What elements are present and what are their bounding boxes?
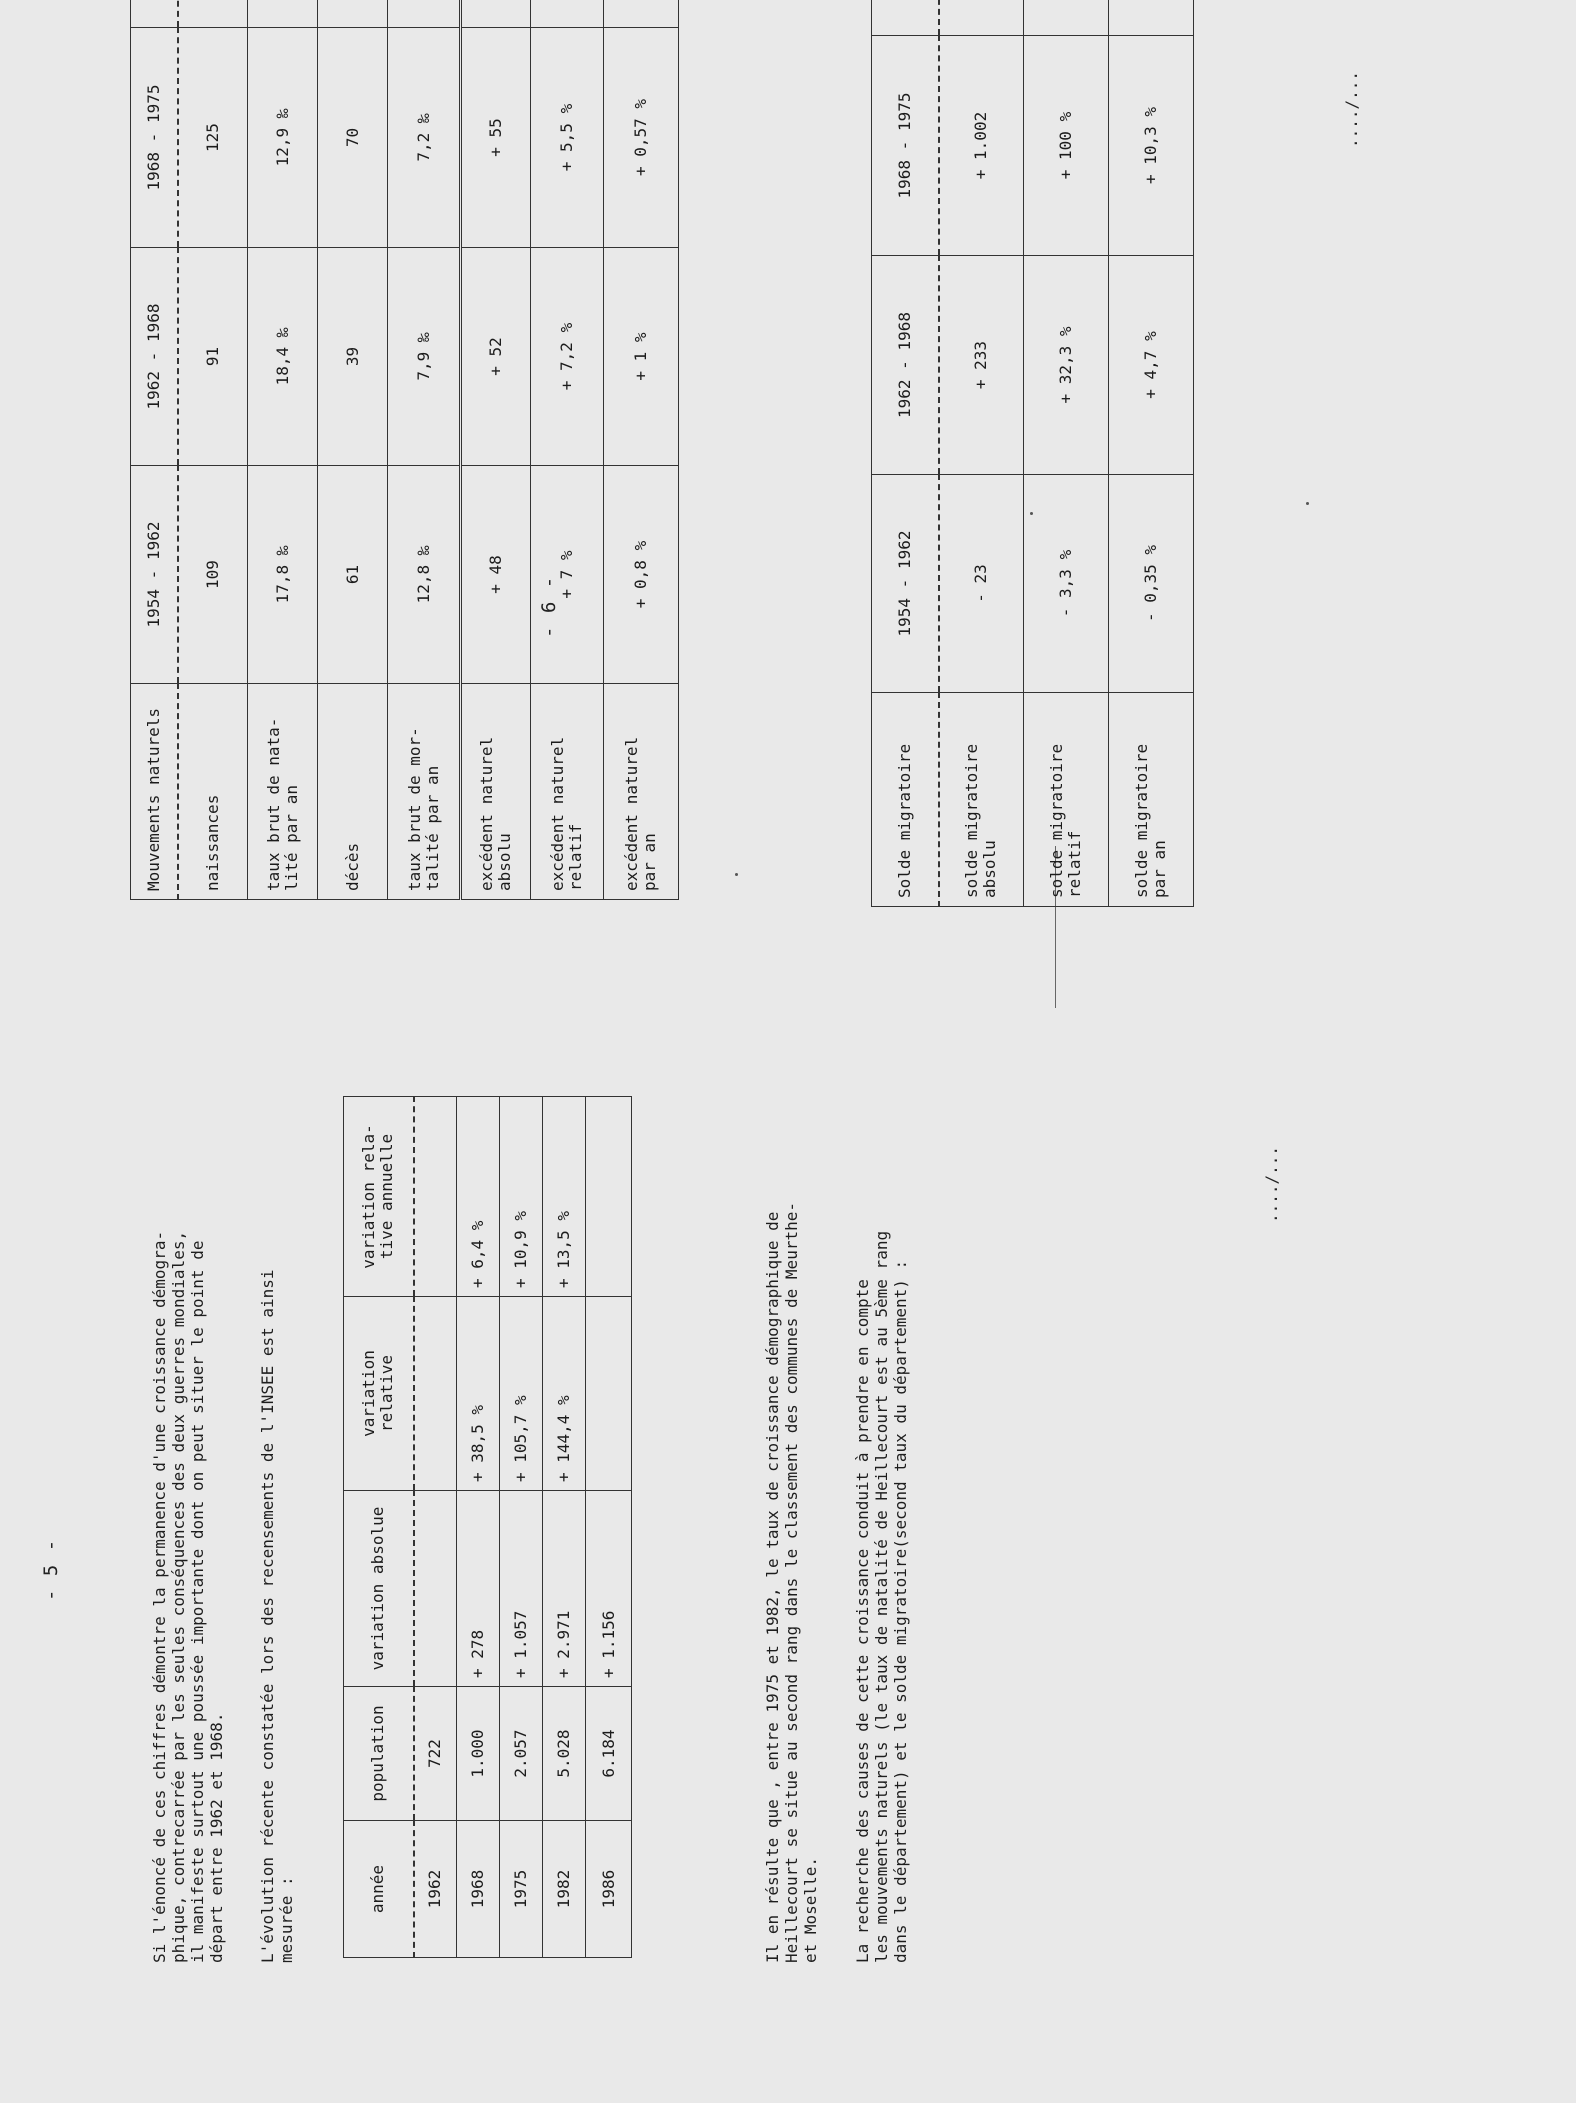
cell-var-abs: + 278 — [457, 1491, 500, 1687]
row-label: solde migratoire absolu — [939, 693, 1024, 907]
table-cell: + 233 — [939, 256, 1024, 475]
col-header-solde: Solde migratoire — [872, 693, 939, 907]
table-cell: + 48 — [461, 466, 531, 684]
col-header-variation-annuelle: variation rela- tive annuelle — [344, 1097, 414, 1297]
table-cell — [461, 0, 531, 28]
table-cell: 12,8 ‰ — [388, 466, 461, 684]
table-cell: 18,4 ‰ — [248, 248, 318, 466]
paragraph-intro: Si l'énoncé de ces chiffres démontre la permanence d'une croissance démogra- phique, contrecarrée par les seules conséquences des deux guerres mondiales, il manifeste surtout une poussée importante dont on peut situer le point de départ entre 1962 et 1968. — [150, 1230, 226, 1963]
migration-balance-header — [872, 0, 939, 907]
table-cell: - 23 — [939, 475, 1024, 693]
table-cell: + 100 % — [1024, 36, 1109, 256]
table-cell: 125 — [178, 28, 248, 248]
row-label: solde migratoire relatif — [1024, 693, 1109, 907]
cell-population: 2.057 — [500, 1687, 543, 1821]
row-label: solde migratoire par an — [1109, 693, 1194, 907]
population-table — [343, 1096, 632, 1958]
continuation-mark-left: ..../... — [1262, 1145, 1281, 1223]
cell-annee: 1962 — [414, 1821, 457, 1958]
row-label: décès — [318, 684, 388, 900]
table-row — [586, 1097, 632, 1958]
population-table-header — [344, 1097, 414, 1958]
col-header-population: population — [344, 1687, 414, 1821]
table-row — [1109, 0, 1194, 907]
cell-var-abs: + 1.156 — [586, 1491, 632, 1687]
col-header-variation-absolue: variation absolue — [344, 1491, 414, 1687]
continuation-mark-right: ..../... — [1342, 70, 1361, 148]
cell-annee: 1986 — [586, 1821, 632, 1958]
table-cell: + 1 % — [604, 248, 679, 466]
table-cell: + 10,3 % — [1109, 36, 1194, 256]
table-row — [939, 0, 1024, 907]
row-label: naissances — [178, 684, 248, 900]
row-label: excédent naturel par an — [604, 684, 679, 900]
cell-var-abs: + 2.971 — [543, 1491, 586, 1687]
table-cell: - 3,3 % — [1024, 475, 1109, 693]
row-label: taux brut de nata- lité par an — [248, 684, 318, 900]
page-number-5: - 5 - — [40, 1538, 62, 1601]
table-row — [604, 0, 679, 900]
cell-var-rel: + 144,4 % — [543, 1297, 586, 1491]
col-header-period: 1968 - 1975 — [872, 36, 939, 256]
cell-var-ann — [586, 1097, 632, 1297]
natural-movements-table — [130, 0, 679, 900]
migration-balance-table — [871, 0, 1194, 907]
table-cell — [939, 0, 1024, 36]
table-cell — [1024, 0, 1109, 36]
table-cell: + 0,8 % — [604, 466, 679, 684]
table-cell: 91 — [178, 248, 248, 466]
table-row — [388, 0, 461, 900]
table-cell — [604, 0, 679, 28]
table-row — [457, 1097, 500, 1958]
cell-var-ann — [414, 1097, 457, 1297]
paragraph-causes: La recherche des causes de cette croissance conduit à prendre en compte les mouvements naturels (le taux de natalité de Heillecourt est au 5ème rang dans le département) et le solde migratoire(second taux du département) : — [853, 1230, 910, 1963]
table-row — [414, 1097, 457, 1958]
table-cell: + 32,3 % — [1024, 256, 1109, 475]
paragraph-insee: L'évolution récente constatée lors des recensements de l'INSEE est ainsi mesurée : — [258, 1269, 296, 1963]
scan-speck — [735, 873, 738, 876]
table-cell: + 1.002 — [939, 36, 1024, 256]
table-row — [1024, 0, 1109, 907]
table-cell: + 5,5 % — [531, 28, 604, 248]
cell-annee: 1975 — [500, 1821, 543, 1958]
cell-population: 722 — [414, 1687, 457, 1821]
cell-var-ann: + 13,5 % — [543, 1097, 586, 1297]
table-cell: 109 — [178, 466, 248, 684]
table-cell: + 4,7 % — [1109, 256, 1194, 475]
table-cell: + 7,2 % — [531, 248, 604, 466]
cell-var-rel: + 105,7 % — [500, 1297, 543, 1491]
table-cell — [178, 0, 248, 28]
paragraph-result: Il en résulte que , entre 1975 et 1982, le taux de croissance démographique de Heillecourt se situe au second rang dans le classement des communes de Meurthe- et Moselle. — [763, 1202, 820, 1963]
table-cell: 12,9 ‰ — [248, 28, 318, 248]
table-cell — [1109, 0, 1194, 36]
table-cell: 7,2 ‰ — [388, 28, 461, 248]
cell-var-rel — [414, 1297, 457, 1491]
table-cell: + 55 — [461, 28, 531, 248]
table-cell — [531, 0, 604, 28]
scan-speck — [1030, 512, 1033, 515]
col-header-annee: année — [344, 1821, 414, 1958]
cell-var-rel — [586, 1297, 632, 1491]
table-cell: + 52 — [461, 248, 531, 466]
col-header-period: 1968 - 1975 — [131, 28, 178, 248]
col-header-period: 1962 - 1968 — [131, 248, 178, 466]
cell-annee: 1968 — [457, 1821, 500, 1958]
cell-var-rel: + 38,5 % — [457, 1297, 500, 1491]
table-cell — [248, 0, 318, 28]
row-label: excédent naturel absolu — [461, 684, 531, 900]
table-cell — [318, 0, 388, 28]
row-label: taux brut de mor- talité par an — [388, 684, 461, 900]
table-row — [543, 1097, 586, 1958]
table-row — [531, 0, 604, 900]
table-cell: 17,8 ‰ — [248, 466, 318, 684]
natural-movements-header — [131, 0, 178, 900]
cell-var-abs — [414, 1491, 457, 1687]
table-row — [500, 1097, 543, 1958]
col-header-mouvements: Mouvements naturels — [131, 684, 178, 900]
table-cell: 70 — [318, 28, 388, 248]
table-cell: + 0,57 % — [604, 28, 679, 248]
table-cell: 61 — [318, 466, 388, 684]
cell-population: 1.000 — [457, 1687, 500, 1821]
table-row — [461, 0, 531, 900]
cell-var-ann: + 6,4 % — [457, 1097, 500, 1297]
col-header-period: 1954 - 1962 — [872, 475, 939, 693]
page-number-6: - 6 - — [538, 575, 560, 638]
col-header-period — [131, 0, 178, 28]
table-cell: 39 — [318, 248, 388, 466]
col-header-variation-relative: variation relative — [344, 1297, 414, 1491]
cell-annee: 1982 — [543, 1821, 586, 1958]
col-header-period: 1962 - 1968 — [872, 256, 939, 475]
cell-var-ann: + 10,9 % — [500, 1097, 543, 1297]
cell-population: 6.184 — [586, 1687, 632, 1821]
table-cell: - 0,35 % — [1109, 475, 1194, 693]
cell-population: 5.028 — [543, 1687, 586, 1821]
table-row — [318, 0, 388, 900]
row-label: excédent naturel relatif — [531, 684, 604, 900]
scan-speck — [1306, 502, 1309, 505]
table-cell — [388, 0, 461, 28]
col-header-period — [872, 0, 939, 36]
table-row — [178, 0, 248, 900]
cell-var-abs: + 1.057 — [500, 1491, 543, 1687]
table-row — [248, 0, 318, 900]
table-cell: 7,9 ‰ — [388, 248, 461, 466]
col-header-period: 1954 - 1962 — [131, 466, 178, 684]
table-cell: + 7 % — [531, 466, 604, 684]
